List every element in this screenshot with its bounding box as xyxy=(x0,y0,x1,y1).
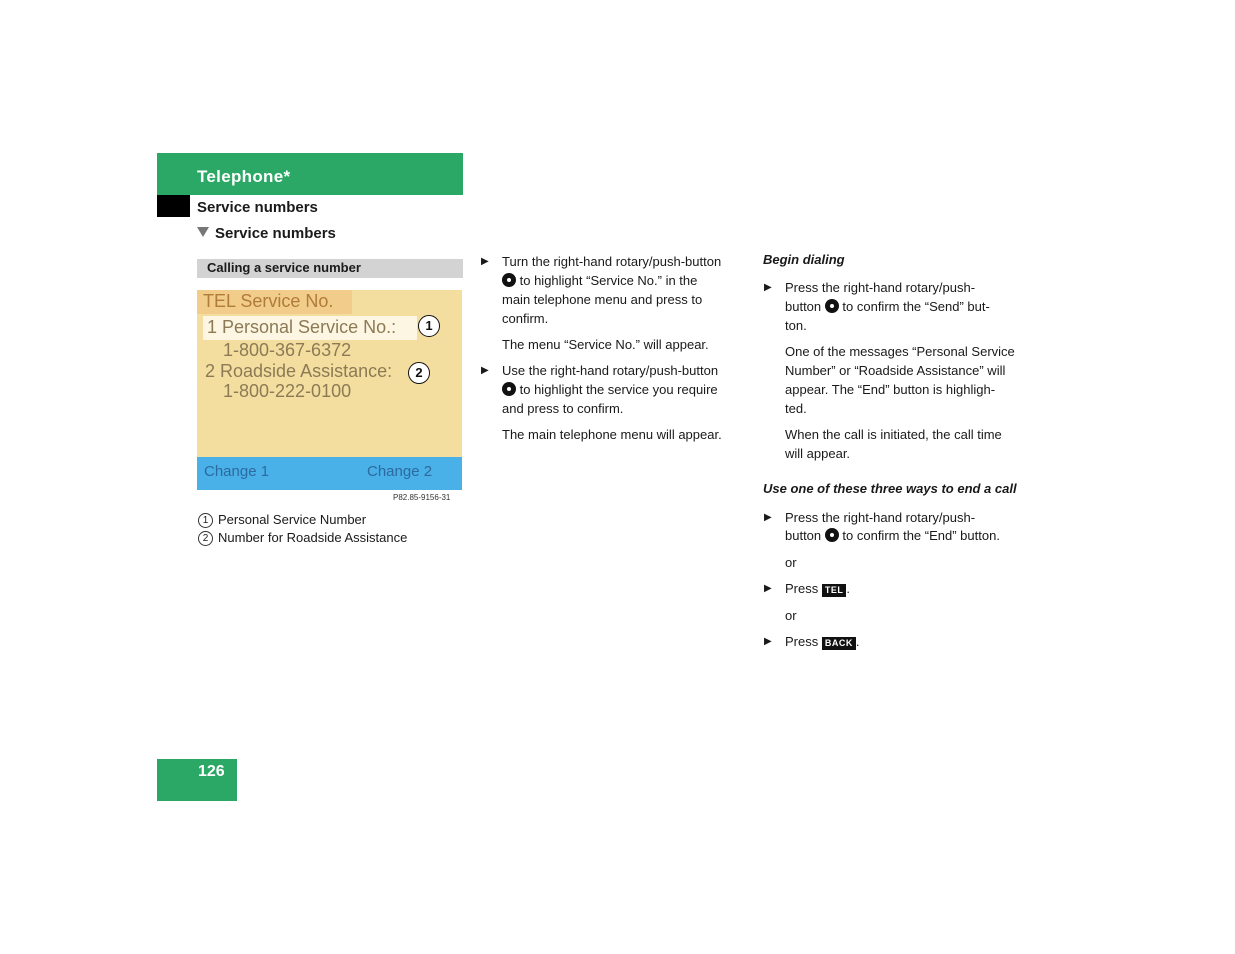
screen-line1-label: 1 Personal Service No.: xyxy=(207,317,397,337)
dial-step-line-2: button to confirm the “Send” but- xyxy=(785,299,990,314)
image-reference: P82.85-9156-31 xyxy=(393,493,451,502)
dial-result-line-2: Number” or “Roadside Assistance” will xyxy=(785,363,1006,378)
back-key-icon: BACK xyxy=(822,637,856,650)
step-1-line-3: main telephone menu and press to xyxy=(502,292,703,307)
rotary-knob-icon xyxy=(502,382,516,396)
or-2: or xyxy=(785,608,797,623)
screen-line1-number: 1-800-367-6372 xyxy=(223,340,352,360)
caption-2 xyxy=(198,530,407,546)
screen-line2-number: 1-800-222-0100 xyxy=(223,381,352,401)
page-number-box xyxy=(157,759,237,801)
step-1-line-1: Turn the right-hand rotary/push-button xyxy=(502,254,722,269)
dial-step-line-3: ton. xyxy=(785,318,807,333)
screen-line2-label: 2 Roadside Assistance: xyxy=(205,361,393,381)
step-1-line-4: confirm. xyxy=(502,311,549,326)
call-time-line-1: When the call is initiated, the call time xyxy=(785,427,1002,442)
caption-text: Number for Roadside Assistance xyxy=(218,530,408,545)
end-step-line-1: Press the right-hand rotary/push- xyxy=(785,510,976,525)
softkey-change-2: Change 2 xyxy=(367,463,433,480)
page-number: 126 xyxy=(198,763,225,780)
callout-badge-2: 2 xyxy=(408,362,430,384)
rotary-knob-icon xyxy=(825,299,839,313)
bullet-arrow-icon: ▶ xyxy=(481,256,489,267)
bullet-arrow-icon: ▶ xyxy=(764,583,772,594)
dial-result-line-1: One of the messages “Personal Service xyxy=(785,344,1015,359)
callout-badge-1: 1 xyxy=(418,315,440,337)
rotary-knob-icon xyxy=(502,273,516,287)
caption-text: Personal Service Number xyxy=(218,512,367,527)
heading-begin-dialing: Begin dialing xyxy=(763,252,845,267)
step-2-line-3: and press to confirm. xyxy=(502,401,624,416)
heading-end-call: Use one of these three ways to end a call xyxy=(763,481,1017,496)
dial-result-line-3: appear. The “End” button is highligh- xyxy=(785,382,996,397)
result-2: The main telephone menu will appear. xyxy=(502,427,722,442)
step-2-line-1: Use the right-hand rotary/push-button xyxy=(502,363,719,378)
tel-key-icon: TEL xyxy=(822,584,847,597)
telephone-screen xyxy=(197,290,462,490)
press-back-line: Press BACK . xyxy=(785,634,860,649)
screen-title: TEL Service No. xyxy=(203,291,334,311)
caption-number: 2 xyxy=(198,531,213,546)
bullet-arrow-icon: ▶ xyxy=(481,365,489,376)
calling-bar-label: Calling a service number xyxy=(207,260,361,275)
bullet-arrow-icon: ▶ xyxy=(764,512,772,523)
step-1-line-2: to highlight “Service No.” in the xyxy=(502,271,697,290)
subsection-title xyxy=(197,225,336,242)
section-marker xyxy=(157,195,190,217)
section-title: Service numbers xyxy=(197,199,318,216)
caption-1 xyxy=(198,512,366,528)
end-step-line-2: button to confirm the “End” button. xyxy=(785,528,1000,543)
calling-bar xyxy=(197,259,463,278)
rotary-knob-icon xyxy=(825,528,839,542)
softkey-change-1: Change 1 xyxy=(204,463,270,480)
dial-step-line-1: Press the right-hand rotary/push- xyxy=(785,280,976,295)
result-1: The menu “Service No.” will appear. xyxy=(502,337,709,352)
triangle-down-icon xyxy=(197,227,209,237)
subsection-label: Service numbers xyxy=(215,225,336,242)
or-1: or xyxy=(785,555,797,570)
press-tel-line: Press TEL . xyxy=(785,581,850,596)
bullet-arrow-icon: ▶ xyxy=(764,636,772,647)
call-time-line-2: will appear. xyxy=(785,446,851,461)
caption-number: 1 xyxy=(198,513,213,528)
dial-result-line-4: ted. xyxy=(785,401,807,416)
bullet-arrow-icon: ▶ xyxy=(764,282,772,293)
chapter-title: Telephone* xyxy=(197,167,291,186)
step-2-line-2: to highlight the service you require xyxy=(502,380,718,399)
